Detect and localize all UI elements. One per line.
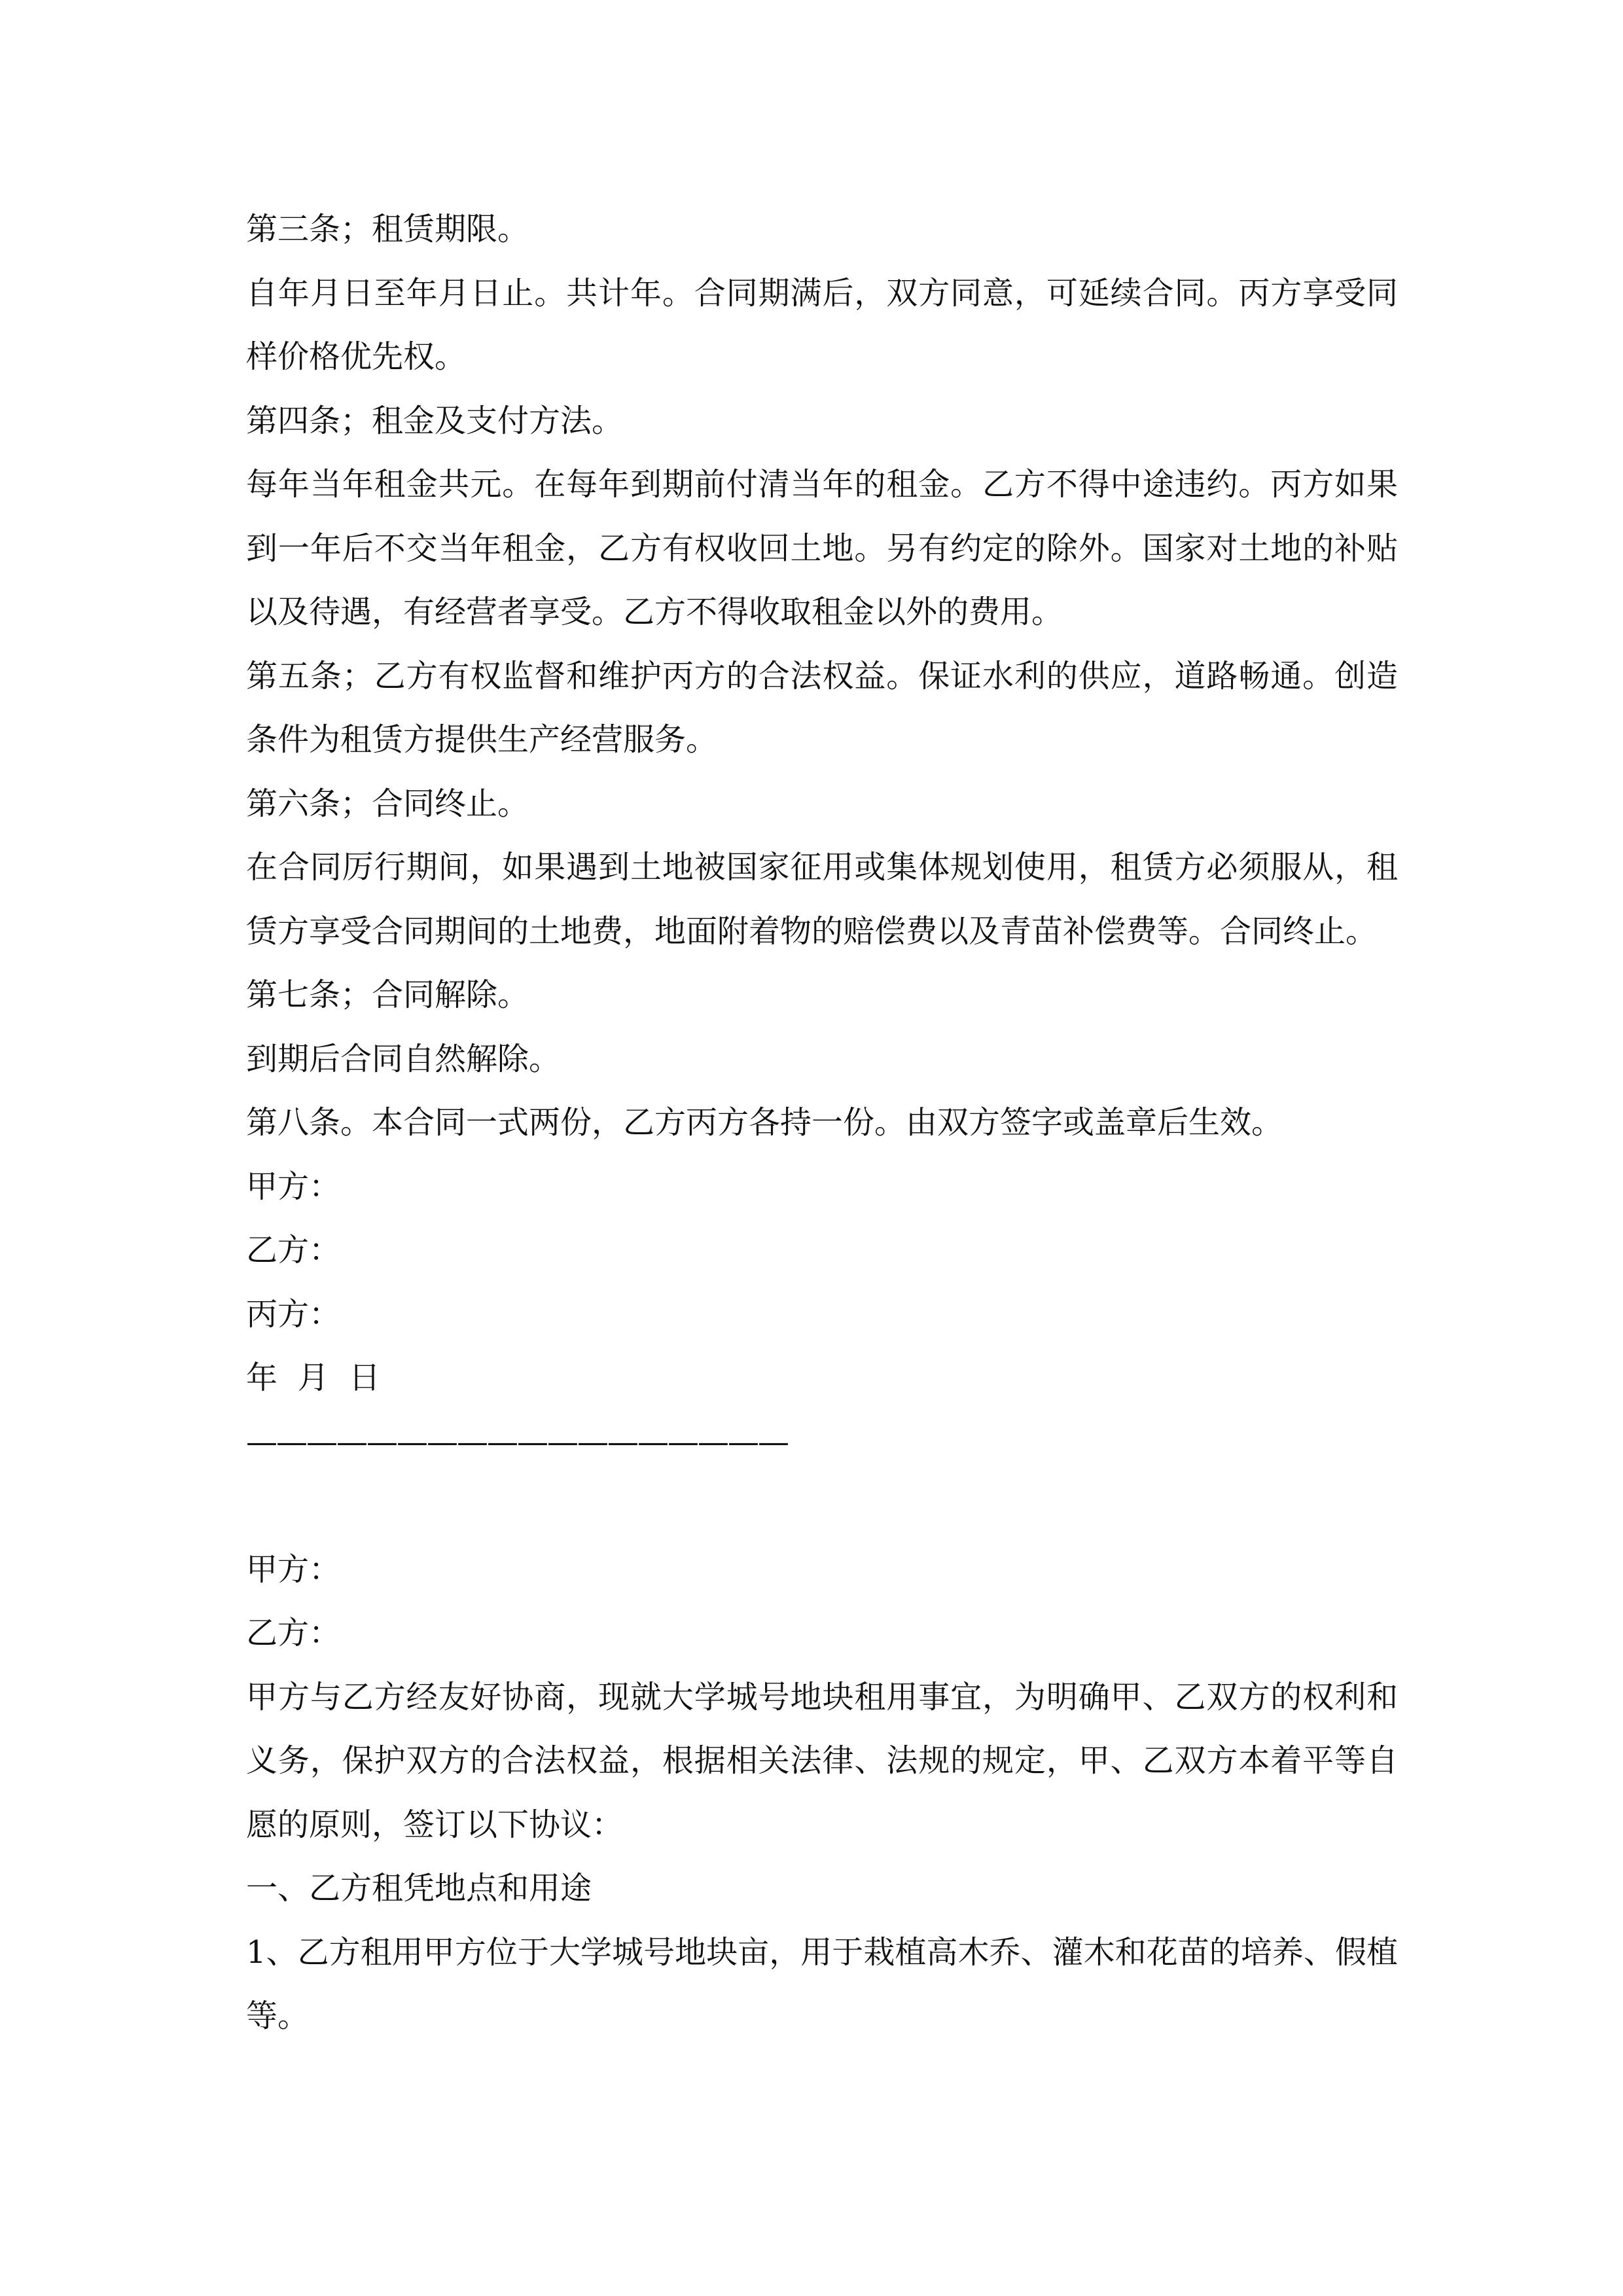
party-b-label: 乙方：	[246, 1615, 341, 1651]
clause-7-text: 到期后合同自然解除。	[246, 1040, 561, 1077]
clause-8-text: 第八条。本合同一式两份，乙方丙方各持一份。由双方签字或盖章后生效。	[246, 1104, 1283, 1141]
party-a-signature: 甲方：	[246, 1168, 341, 1205]
agreement-preamble: 甲方与乙方经友好协商，现就大学城号地块租用事宜，为明确甲、乙双方的权利和义务，保护双方的合法权益，根据相关法律、法规的规定，甲、乙双方本着平等自愿的原则，签订以下协议：	[246, 1678, 1398, 1843]
party-c-signature: 丙方：	[246, 1295, 341, 1333]
clause-5-text: 第五条；乙方有权监督和维护丙方的合法权益。保证水利的供应，道路畅通。创造条件为租赁方提供生产经营服务。	[246, 657, 1398, 758]
section-separator: ——————————————————	[246, 1423, 788, 1460]
clause-3-text: 自年月日至年月日止。共计年。合同期满后，双方同意，可延续合同。丙方享受同样价格优先权。	[246, 274, 1398, 375]
party-b-signature: 乙方：	[246, 1232, 341, 1268]
clause-6-title: 第六条；合同终止。	[246, 785, 529, 822]
section-1-item-1: 1、乙方租用甲方位于大学城号地块亩，用于栽植高木乔、灌木和花苗的培养、假植等。	[246, 1933, 1398, 2034]
clause-3-title: 第三条；租赁期限。	[246, 211, 529, 247]
document-body	[246, 198, 1398, 2049]
clause-6-text: 在合同厉行期间，如果遇到土地被国家征用或集体规划使用，租赁方必须服从，租赁方享受合同期间的土地费，地面附着物的赔偿费以及青苗补偿费等。合同终止。	[246, 849, 1398, 950]
section-1-heading: 一、乙方租凭地点和用途	[246, 1870, 592, 1907]
signature-date: 年 月 日	[246, 1359, 381, 1396]
party-a-label: 甲方：	[246, 1551, 341, 1588]
clause-4-title: 第四条；租金及支付方法。	[246, 402, 624, 439]
blank-line	[246, 1474, 1398, 1538]
clause-7-title: 第七条；合同解除。	[246, 977, 529, 1013]
clause-4-text: 每年当年租金共元。在每年到期前付清当年的租金。乙方不得中途违约。丙方如果到一年后不交当年租金，乙方有权收回土地。另有约定的除外。国家对土地的补贴以及待遇，有经营者享受。乙方不得收取租金以外的费用。	[246, 466, 1398, 630]
